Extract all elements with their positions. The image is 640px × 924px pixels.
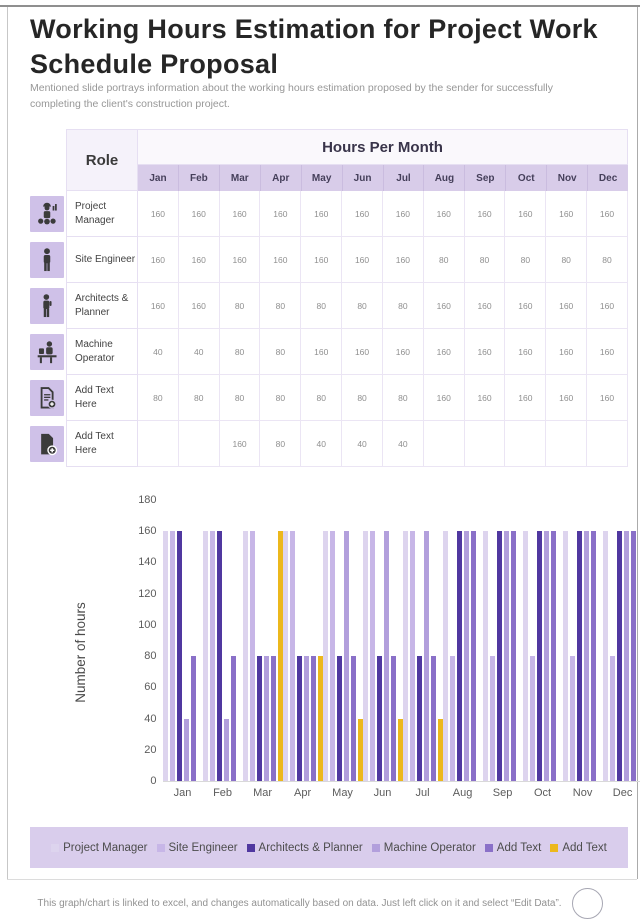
hours-cell: 40 — [138, 329, 179, 375]
x-tick-label: Jul — [415, 787, 430, 799]
hours-cell: 160 — [383, 237, 424, 283]
month-header-cell: Nov — [547, 165, 588, 191]
legend-swatch — [157, 844, 165, 852]
page-title: Working Hours Estimation for Project Work Schedule Proposal — [30, 14, 598, 79]
hours-cell: 160 — [220, 191, 261, 237]
bar — [217, 531, 222, 781]
y-tick-label: 140 — [138, 556, 157, 569]
bar — [511, 531, 516, 781]
bar — [304, 656, 309, 781]
page-border-bottom — [7, 879, 637, 880]
bar — [551, 531, 556, 781]
bar-group — [243, 500, 283, 781]
hours-cell: 80 — [301, 375, 342, 421]
x-tick-label: Sep — [492, 787, 513, 799]
hours-cell: 160 — [301, 237, 342, 283]
legend-label: Architects & Planner — [258, 841, 363, 854]
legend-label: Add Text — [562, 841, 607, 854]
hours-cell: 80 — [465, 237, 506, 283]
bar — [457, 531, 462, 781]
month-header-cell: Jun — [343, 165, 384, 191]
bar — [177, 531, 182, 781]
table-row — [30, 237, 628, 283]
role-label: Add Text Here — [66, 375, 138, 421]
hours-cell: 80 — [220, 283, 261, 329]
role-label: Add Text Here — [66, 421, 138, 467]
hours-cell: 80 — [342, 283, 383, 329]
y-tick-label: 120 — [138, 587, 157, 600]
role-icon-cell — [30, 421, 66, 467]
bar — [624, 531, 629, 781]
bar-group — [363, 500, 403, 781]
bar — [504, 531, 509, 781]
role-column-header: Role — [66, 129, 138, 191]
bar-group — [283, 500, 323, 781]
bar-group — [163, 500, 203, 781]
month-band — [138, 165, 628, 191]
page-border-top — [0, 5, 640, 7]
role-icon-cell — [30, 375, 66, 421]
document-add-solid-icon — [30, 426, 64, 462]
x-tick-label: Jun — [373, 787, 392, 799]
bar — [337, 656, 342, 781]
site-engineer-icon — [30, 242, 64, 278]
hours-cell: 160 — [587, 375, 628, 421]
month-header-cell: Sep — [465, 165, 506, 191]
bar — [431, 656, 436, 781]
hours-cell — [587, 421, 628, 467]
hours-cell: 40 — [383, 421, 424, 467]
legend-swatch — [550, 844, 558, 852]
hours-cell: 80 — [546, 237, 587, 283]
hours-cell: 160 — [260, 237, 301, 283]
architect-planner-icon — [30, 288, 64, 324]
hours-cell: 80 — [260, 421, 301, 467]
x-tick-label: Dec — [612, 787, 633, 799]
plot-column — [163, 500, 640, 805]
x-tick-label: Mar — [253, 787, 273, 799]
bar — [603, 531, 608, 781]
bar — [450, 656, 455, 781]
footer — [0, 885, 640, 921]
project-manager-icon — [30, 196, 64, 232]
hours-cell: 160 — [179, 237, 220, 283]
hours-cell: 80 — [260, 375, 301, 421]
hours-cell: 80 — [138, 375, 179, 421]
legend-swatch — [51, 844, 59, 852]
bar-group — [523, 500, 563, 781]
bar — [203, 531, 208, 781]
hours-cell: 160 — [301, 191, 342, 237]
bar — [330, 531, 335, 781]
bar — [351, 656, 356, 781]
bar — [323, 531, 328, 781]
x-tick-label: May — [332, 787, 353, 799]
legend-item — [157, 842, 238, 854]
hours-cell: 80 — [383, 283, 424, 329]
hours-cell — [138, 421, 179, 467]
months-header — [138, 129, 628, 191]
legend-swatch — [485, 844, 493, 852]
hours-cell: 160 — [260, 191, 301, 237]
hours-cell: 160 — [587, 283, 628, 329]
role-label: Architects & Planner — [66, 283, 138, 329]
hours-cell: 160 — [546, 375, 587, 421]
hours-cell: 160 — [505, 191, 546, 237]
hours-cell: 160 — [587, 191, 628, 237]
bar — [443, 531, 448, 781]
y-tick-label: 100 — [138, 618, 157, 631]
role-label: Site Engineer — [66, 237, 138, 283]
month-header-cell: Dec — [598, 172, 618, 184]
bar — [370, 531, 375, 781]
bar — [377, 656, 382, 781]
bar — [490, 656, 495, 781]
hours-cell: 160 — [342, 329, 383, 375]
machine-operator-icon — [30, 334, 64, 370]
bar — [537, 531, 542, 781]
legend-item — [485, 842, 542, 854]
bar — [577, 531, 582, 781]
hours-cell: 80 — [342, 375, 383, 421]
role-label: Project Manager — [66, 191, 138, 237]
hours-cell: 160 — [301, 329, 342, 375]
bar — [391, 656, 396, 781]
bar — [271, 656, 276, 781]
bar — [243, 531, 248, 781]
bar — [591, 531, 596, 781]
hours-cell — [465, 421, 506, 467]
bar — [311, 656, 316, 781]
bar — [170, 531, 175, 781]
month-header-cell: Feb — [179, 165, 220, 191]
hours-cell: 160 — [138, 283, 179, 329]
bar — [523, 531, 528, 781]
hours-cell: 160 — [383, 329, 424, 375]
legend-item — [247, 842, 363, 854]
month-header-cell: May — [302, 165, 343, 191]
hours-cell: 160 — [465, 191, 506, 237]
legend-item — [372, 842, 476, 854]
footer-note: This graph/chart is linked to excel, and changes automatically based on data. Just left click on it and select “Edit Data”. — [37, 897, 562, 909]
footer-circle-marker — [572, 888, 603, 919]
bar-group — [603, 500, 640, 781]
hours-cell: 80 — [260, 329, 301, 375]
y-tick-label: 60 — [144, 681, 157, 694]
bar — [257, 656, 262, 781]
bar-group — [203, 500, 243, 781]
legend-item — [51, 842, 147, 854]
table-row — [30, 421, 628, 467]
x-tick-label: Aug — [452, 787, 473, 799]
icon-column-spacer — [30, 129, 66, 191]
bar — [544, 531, 549, 781]
hours-cell: 160 — [383, 191, 424, 237]
hours-cell: 160 — [342, 237, 383, 283]
bar — [403, 531, 408, 781]
bar — [250, 531, 255, 781]
bar-group — [483, 500, 523, 781]
hours-cell: 40 — [179, 329, 220, 375]
legend-label: Project Manager — [63, 841, 148, 854]
bar-group — [563, 500, 603, 781]
bar — [570, 656, 575, 781]
hours-cell: 160 — [424, 191, 465, 237]
hours-cell: 160 — [465, 283, 506, 329]
bar — [410, 531, 415, 781]
hours-cell: 160 — [424, 375, 465, 421]
hours-cell: 40 — [342, 421, 383, 467]
hours-cell: 160 — [220, 421, 261, 467]
hours-cell: 160 — [179, 191, 220, 237]
role-icon-cell — [30, 237, 66, 283]
table-header — [30, 129, 628, 191]
legend-label: Site Engineer — [168, 841, 238, 854]
hours-cell: 160 — [138, 191, 179, 237]
month-header-cell: Jan — [138, 165, 179, 191]
hours-cell: 80 — [424, 237, 465, 283]
y-tick-label: 0 — [150, 775, 157, 787]
bar — [363, 531, 368, 781]
legend-item — [550, 842, 607, 854]
hours-cell: 160 — [546, 283, 587, 329]
bar — [584, 531, 589, 781]
hours-cell: 160 — [342, 191, 383, 237]
x-axis-labels — [163, 782, 640, 804]
hours-cell: 160 — [505, 375, 546, 421]
bar-group — [403, 500, 443, 781]
y-tick-label: 80 — [144, 650, 157, 663]
x-tick-label: Apr — [293, 787, 312, 799]
hours-cell — [179, 421, 220, 467]
role-icon-cell — [30, 191, 66, 237]
bar — [610, 656, 615, 781]
page-subtitle: Mentioned slide portrays information about the working hours estimation proposed by the sender for successfully completing the client's construction project. — [30, 82, 553, 110]
hours-cell: 160 — [179, 283, 220, 329]
x-tick-label: Nov — [572, 787, 593, 799]
y-axis-title: Number of hours — [72, 602, 88, 703]
bar — [283, 531, 288, 781]
role-icon-cell — [30, 283, 66, 329]
bar — [471, 531, 476, 781]
x-tick-label: Jan — [173, 787, 192, 799]
legend-swatch — [247, 844, 255, 852]
month-header-cell: Apr — [261, 165, 302, 191]
hours-cell: 80 — [505, 237, 546, 283]
bar — [464, 531, 469, 781]
bar — [224, 719, 229, 781]
table-row — [30, 283, 628, 329]
hours-cell: 160 — [465, 329, 506, 375]
hours-cell: 80 — [260, 283, 301, 329]
role-icon-cell — [30, 329, 66, 375]
hours-cell: 160 — [424, 329, 465, 375]
hours-cell: 160 — [587, 329, 628, 375]
month-header-cell: Aug — [424, 165, 465, 191]
bar — [631, 531, 636, 781]
hours-cell: 160 — [505, 329, 546, 375]
hours-cell — [505, 421, 546, 467]
hours-cell: 80 — [220, 329, 261, 375]
legend-label: Machine Operator — [383, 841, 476, 854]
hours-cell — [546, 421, 587, 467]
table-row — [30, 329, 628, 375]
month-header-cell: Jul — [384, 165, 425, 191]
bar-group — [323, 500, 363, 781]
bar — [384, 531, 389, 781]
chart-plot — [163, 500, 640, 782]
bar — [184, 719, 189, 781]
x-tick-label: Oct — [533, 787, 552, 799]
y-tick-label: 40 — [144, 712, 157, 725]
hours-cell: 80 — [301, 283, 342, 329]
x-tick-label: Feb — [213, 787, 233, 799]
month-header-cell: Mar — [220, 165, 261, 191]
bar — [264, 656, 269, 781]
hours-cell: 80 — [179, 375, 220, 421]
bar — [563, 531, 568, 781]
table-row — [30, 191, 628, 237]
y-tick-label: 180 — [138, 494, 157, 506]
hours-cell: 160 — [546, 191, 587, 237]
hours-cell — [424, 421, 465, 467]
hours-bar-chart — [30, 494, 633, 805]
table-row — [30, 375, 628, 421]
bar — [617, 531, 622, 781]
hours-cell: 40 — [301, 421, 342, 467]
hours-cell: 160 — [505, 283, 546, 329]
page-border-left — [7, 7, 8, 879]
bar — [424, 531, 429, 781]
bar — [210, 531, 215, 781]
bar — [297, 656, 302, 781]
hours-cell: 80 — [220, 375, 261, 421]
hours-per-month-header: Hours Per Month — [138, 129, 628, 165]
table-rows — [30, 191, 628, 467]
legend-swatch — [372, 844, 380, 852]
bar — [417, 656, 422, 781]
hours-cell: 160 — [424, 283, 465, 329]
hours-cell: 80 — [587, 237, 628, 283]
bar — [163, 531, 168, 781]
bar — [483, 531, 488, 781]
hours-cell: 80 — [383, 375, 424, 421]
bar — [497, 531, 502, 781]
legend-label: Add Text — [496, 841, 542, 854]
chart-legend — [30, 827, 628, 868]
hours-table — [30, 129, 628, 467]
bar — [344, 531, 349, 781]
role-label: Machine Operator — [66, 329, 138, 375]
bar — [191, 656, 196, 781]
hours-cell: 160 — [546, 329, 587, 375]
y-tick-label: 160 — [138, 525, 157, 538]
y-axis-ticks — [131, 494, 163, 787]
hours-cell: 160 — [138, 237, 179, 283]
document-add-icon — [30, 380, 64, 416]
bar — [530, 656, 535, 781]
bar — [290, 531, 295, 781]
month-header-cell: Oct — [506, 165, 547, 191]
hours-cell: 160 — [220, 237, 261, 283]
y-tick-label: 20 — [144, 743, 157, 756]
hours-cell: 160 — [465, 375, 506, 421]
bar-group — [443, 500, 483, 781]
bar — [231, 656, 236, 781]
